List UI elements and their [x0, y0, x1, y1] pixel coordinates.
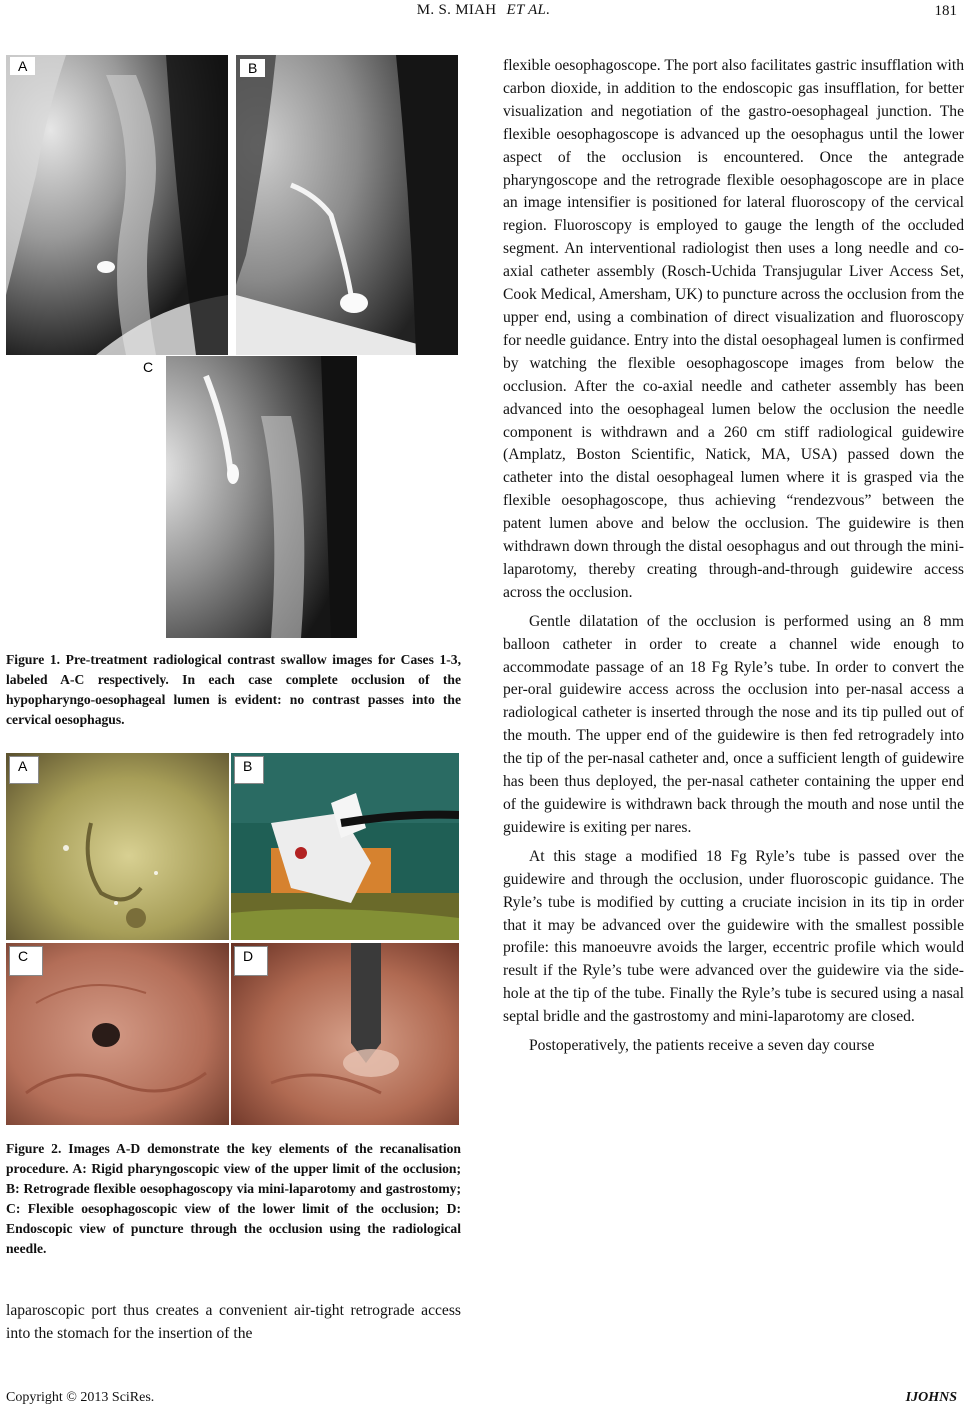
figure1-label-b: B — [240, 59, 265, 77]
figure2-label-c: C — [9, 946, 43, 976]
footer-journal: IJOHNS — [905, 1390, 957, 1405]
figure1-panel-b-xray — [236, 55, 458, 355]
left-column-paragraph: laparoscopic port thus creates a convenient air-tight retrograde access into the stomach for the insertion of the — [6, 1302, 461, 1342]
figure2-panel-a-photo — [6, 753, 229, 940]
right-paragraph-2: Gentle dilatation of the occlusion is performed using an 8 mm balloon catheter in order to create a channel wide enough to accommodate passage of an 18 Fg Ryle’s tube. In order to convert the per-oral guidewire access across the occlusion into per-nasal access a radiological catheter is inserted through the nose and its tip pulled out of the mouth. The upper end of the guidewire is then fed retrogradely into the tip of the per-nasal catheter and, once a sufficient length of guidewire has been thus deployed, the per-nasal catheter containing the upper end of the guidewire is withdrawn back through the mouth and nose until the guidewire is exiting per nares. — [503, 612, 964, 836]
right-paragraph-3: At this stage a modified 18 Fg Ryle’s tube is passed over the guidewire and through the occlusion, under fluoroscopic guidance. The Ryle’s tube is modified by cutting a cruciate incision in its tip in order that it may be advanced over the guidewire with the smallest possible profile: this manoeuvre avoids the larger, eccentric profile which would result if the Ryle’s tube were advanced over the guidewire via the side-hole at the tip of the tube. Finally the Ryle’s tube is secured using a nasal septal bridle and the gastrostomy and mini-laparotomy are closed. — [503, 847, 964, 1026]
running-header — [0, 2, 967, 19]
figure1-label-a: A — [10, 57, 35, 75]
figure2-label-b: B — [234, 756, 264, 784]
right-paragraph-1: flexible oesophagoscope. The port also facilitates gastric insufflation with carbon dioxide, in addition to the endoscopic gas insufflation, for better visualization and negotiation of the gastro-oesophageal junction. The flexible oesophagoscope is advanced up the oesophagus until the lower aspect of the occlusion is encountered. Once the antegrade pharyngoscope and the retrograde flexible oesophagoscope are in place an image intensifier is positioned for lateral fluoroscopy of the cervical region. Fluoroscopy is employed to gauge the length of the occluded segment. An interventional radiologist then uses a long needle and co-axial catheter assembly (Rosch-Uchida Transjugular Liver Access Set, Cook Medical, Amersham, UK) to puncture across the occlusion from the upper end, using a combination of direct visualization and fluoroscopy for needle guidance. Entry into the distal oesophageal lumen is confirmed by watching the flexible oesophagoscope images from below the occlusion. After the co-axial needle and catheter assembly has been advanced into the oesophageal lumen below the occlusion the needle component is withdrawn and a 260 cm stiff radiological guidewire (Amplatz, Boston Scientific, Natick, MA, USA) passed down the catheter into the distal oesophageal lumen where it is grasped via the flexible oesophagoscope, thus achieving “rendezvous” between the patent lumen above and below the occlusion. The guidewire is then withdrawn down through the distal oesophagus and out through the mini-laparotomy, thereby creating through-and-through guidewire access across the occlusion. — [503, 57, 964, 601]
left-column-body — [6, 1300, 461, 1346]
figure2-panel-b-photo — [231, 753, 459, 940]
figure1-panel-a-xray — [6, 55, 228, 355]
header-authors: M. S. MIAH — [416, 2, 497, 18]
figure2-label-d: D — [234, 946, 268, 976]
figure2-caption: Figure 2. Images A-D demonstrate the key elements of the recanalisation procedure. A: Rigid pharyngoscopic view of the upper limit of the occlusion; B: Retrograde flexible oesophagoscopy via mini-laparotomy and gastrostomy; C: Flexible oesophagoscopic view of the lower limit of the occlusion; D: Endoscopic view of puncture through the occlusion using the radiological needle. — [6, 1141, 461, 1256]
figure2-panel-d-photo — [231, 943, 459, 1125]
right-column-body — [503, 55, 964, 1058]
figure1-panel-c-xray — [131, 356, 357, 638]
figure1-caption: Figure 1. Pre-treatment radiological contrast swallow images for Cases 1-3, labeled A-C respectively. In each case complete occlusion of the hypopharyngo-oesophageal lumen is evident: no contrast passes into the cervical oesophagus. — [6, 652, 461, 727]
footer-copyright: Copyright © 2013 SciRes. — [6, 1390, 155, 1405]
header-et-al: ET AL. — [506, 2, 551, 18]
figure1-label-c: C — [135, 358, 161, 376]
page-number: 181 — [934, 3, 957, 19]
figure2-panel-c-photo — [6, 943, 229, 1125]
right-paragraph-4: Postoperatively, the patients receive a seven day course — [529, 1037, 875, 1055]
figure2-label-a: A — [9, 756, 39, 784]
